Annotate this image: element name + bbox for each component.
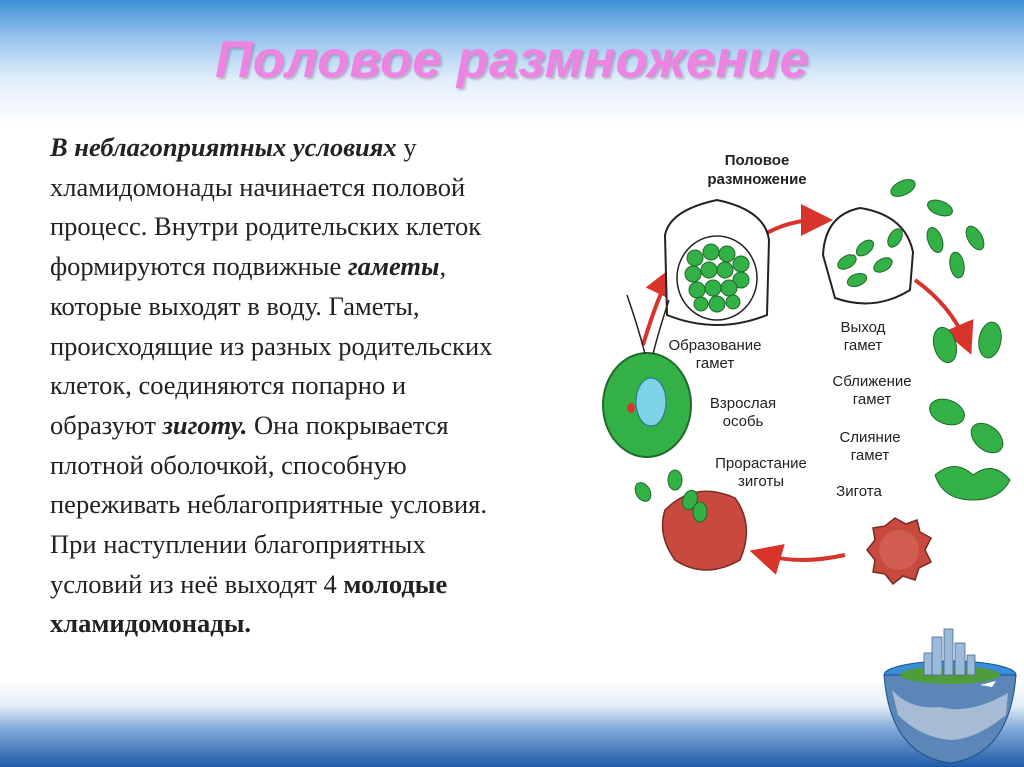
text-line-12: условий из неё выходят 4 молодые xyxy=(50,568,448,599)
label-adult-1: Взрослая xyxy=(709,395,777,412)
label-approach-1: Сближение xyxy=(832,373,912,390)
label-germination-2: зиготы xyxy=(737,473,785,490)
label-approach-2: гамет xyxy=(852,391,892,408)
germinating-zygote xyxy=(632,470,746,570)
text-line-13: хламидомонады. xyxy=(50,608,252,639)
text-line-10: переживать неблагоприятные условия. xyxy=(50,489,487,520)
text-line-8: образуют зиготу. Она покрывается xyxy=(50,409,449,440)
diagram-labels xyxy=(669,319,912,500)
fusing-gametes xyxy=(926,320,1010,500)
life-cycle-diagram xyxy=(595,140,1024,600)
label-gamete-exit-1: Выход xyxy=(840,319,886,336)
text-line-11: При наступлении благоприятных xyxy=(50,529,426,560)
label-gamete-exit-2: гамет xyxy=(843,337,883,354)
label-adult-2: особь xyxy=(722,413,764,430)
text-line-2: хламидомонады начинается половой xyxy=(50,171,466,202)
body-paragraph xyxy=(50,128,625,644)
diagram-title-1: Половое xyxy=(724,152,790,169)
label-fusion-2: гамет xyxy=(850,447,890,464)
label-gamete-formation-2: гамет xyxy=(695,355,735,372)
parent-cell-with-gametes xyxy=(665,200,769,325)
label-gamete-formation-1: Образование xyxy=(668,337,762,354)
diagram-title-2: размножение xyxy=(707,171,807,188)
zygote xyxy=(867,518,931,584)
text-line-5: которые выходят в воду. Гаметы, xyxy=(50,290,420,321)
decorative-globe-icon xyxy=(880,615,1020,765)
text-line-9: плотной оболочкой, способную xyxy=(50,449,407,480)
label-germination-1: Прорастание xyxy=(715,455,807,472)
label-zygote: Зигота xyxy=(836,483,882,500)
text-line-4: формируются подвижные гаметы, xyxy=(50,251,447,282)
arrow-bottom xyxy=(765,555,845,560)
arrow-left xyxy=(643,280,667,345)
text-line-1: В неблагоприятных условиях у xyxy=(50,132,417,162)
text-line-3: процесс. Внутри родительских клеток xyxy=(50,211,482,242)
text-line-7: клеток, соединяются попарно и xyxy=(50,370,407,401)
text-line-6: происходящие из разных родительских xyxy=(50,330,493,361)
label-fusion-1: Слияние xyxy=(839,429,901,446)
slide-title: Половое размножение xyxy=(214,31,810,89)
gamete-exit-cell xyxy=(823,208,913,303)
